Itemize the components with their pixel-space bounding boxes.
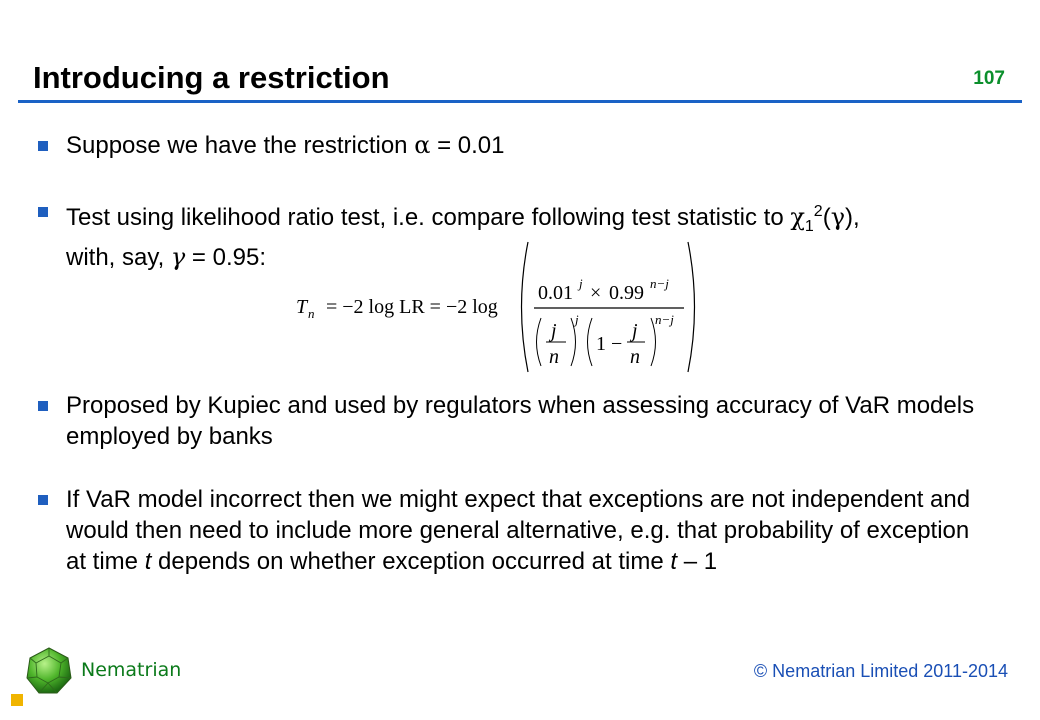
bullet-square-icon xyxy=(38,207,48,217)
slide-title: Introducing a restriction xyxy=(33,60,390,95)
bullet-text: Suppose we have the restriction α = 0.01 xyxy=(66,131,505,159)
nematrian-globe-icon xyxy=(24,646,74,696)
test-statistic-formula xyxy=(296,238,701,376)
formula-num-b-exp: n−j xyxy=(650,276,669,291)
formula-den-one-minus: 1 − xyxy=(596,333,623,355)
formula-lhs: T xyxy=(296,296,308,318)
bullet-square-icon xyxy=(38,141,48,151)
slide-number: 107 xyxy=(973,68,1005,89)
formula-den-frac-top: j xyxy=(551,320,557,342)
formula-num-a-exp: j xyxy=(579,276,583,291)
footer-copyright: © Nematrian Limited 2011-2014 xyxy=(753,661,1008,681)
corner-marker xyxy=(11,694,23,706)
formula-den-frac2-top: j xyxy=(632,320,638,342)
bullet-text: Proposed by Kupiec and used by regulators when assessing accuracy of VaR models employed by banks xyxy=(66,392,975,450)
footer-brand: Nematrian xyxy=(81,659,182,681)
bullet-text: If VaR model incorrect then we might expect that exceptions are not independent and would then need to include more general alternative, e.g. that probability of exception at time t depends on whether exception occurred at time t – 1 xyxy=(66,486,971,575)
formula-den-frac-bottom: n xyxy=(549,346,559,368)
formula-den-exp-1: j xyxy=(575,312,579,327)
bullet-kupiec xyxy=(38,390,988,452)
bullet-text: Test using likelihood ratio test, i.e. compare following test statistic to $\chi_1^2(\gamma)$, with, say, γ = 0.95: xyxy=(66,203,860,271)
formula-num-b: 0.99 xyxy=(609,282,644,304)
bullet-square-icon xyxy=(38,401,48,411)
formula-equals: = −2 log LR = −2 log xyxy=(326,296,498,318)
title-divider xyxy=(18,100,1022,103)
formula-den-exp-2: n−j xyxy=(655,312,674,327)
bullet-var-model xyxy=(38,484,988,577)
bullet-square-icon xyxy=(38,495,48,505)
bullet-restriction xyxy=(38,130,988,161)
formula-lhs-subscript: n xyxy=(308,306,315,321)
formula-times: × xyxy=(590,282,602,304)
formula-num-a: 0.01 xyxy=(538,282,573,304)
formula-den-frac2-bottom: n xyxy=(630,346,640,368)
